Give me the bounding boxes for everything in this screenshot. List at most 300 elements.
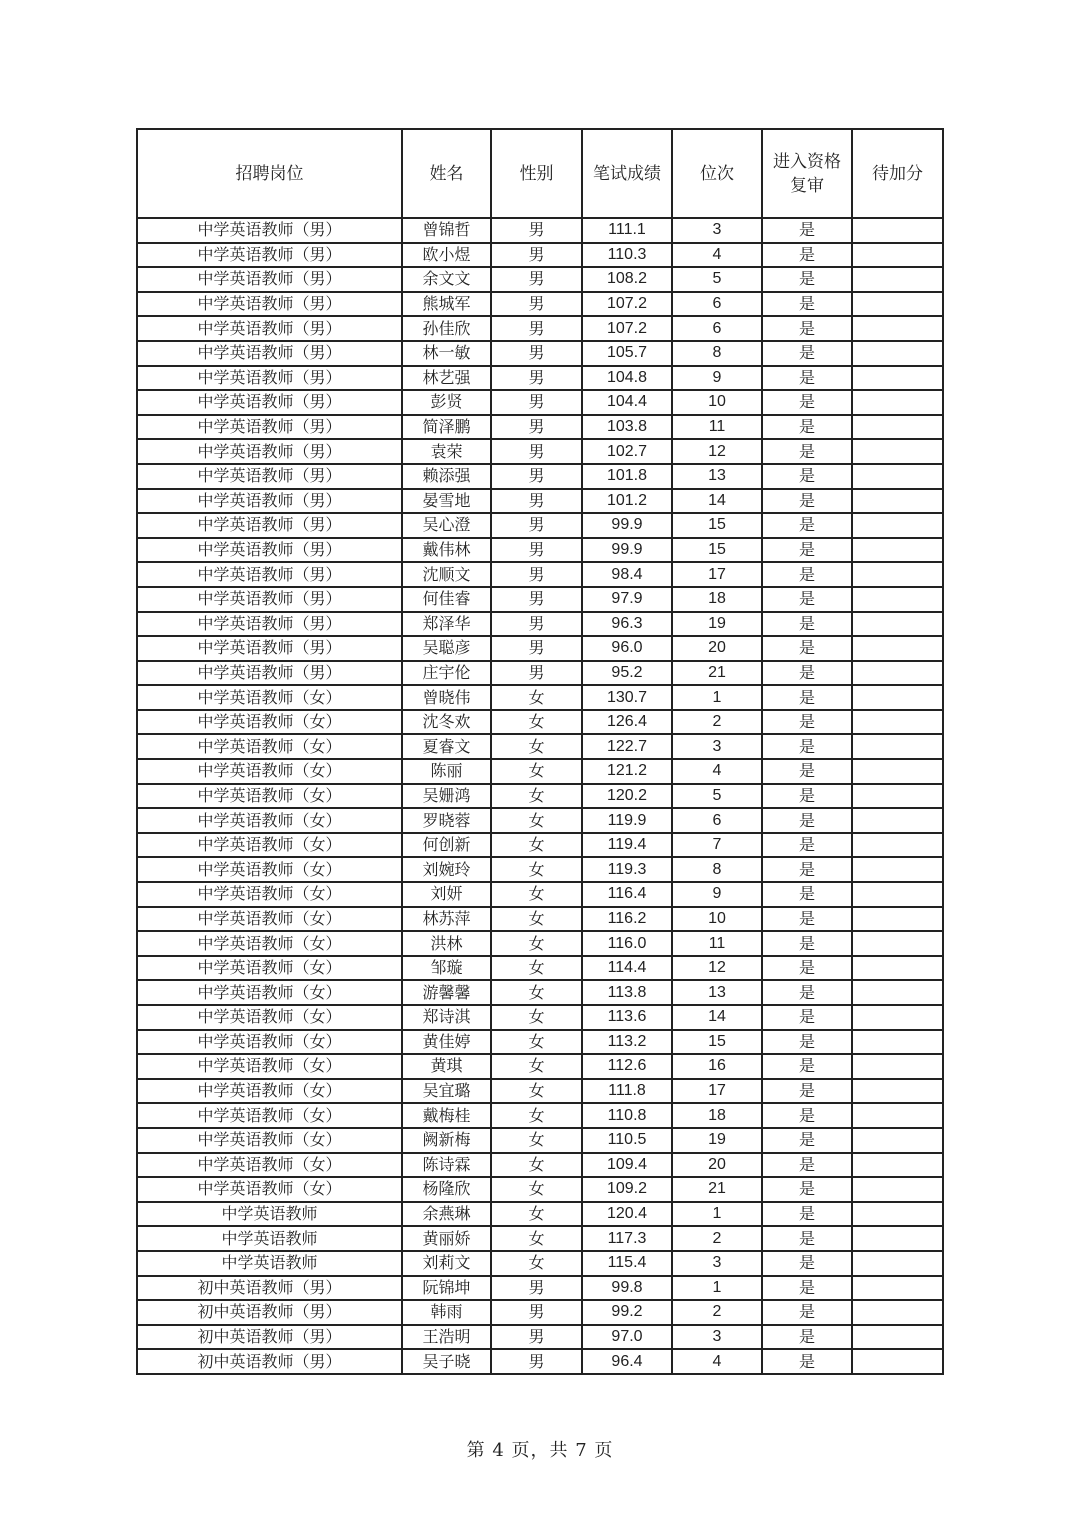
cell-gender: 男: [491, 366, 582, 391]
cell-rank: 11: [672, 415, 762, 440]
cell-position: 中学英语教师（女）: [137, 1030, 402, 1055]
table-row: [137, 784, 943, 809]
cell-score: 119.3: [582, 857, 672, 882]
table-row: [137, 1079, 943, 1104]
cell-rank: 13: [672, 980, 762, 1005]
cell-name: 黄佳婷: [402, 1030, 491, 1055]
cell-review: 是: [762, 464, 852, 489]
cell-score: 95.2: [582, 661, 672, 686]
cell-bonus: [852, 661, 943, 686]
cell-review: 是: [762, 267, 852, 292]
header-review-line2: 复审: [790, 175, 824, 196]
cell-gender: 女: [491, 882, 582, 907]
table-row: [137, 439, 943, 464]
cell-bonus: [852, 636, 943, 661]
cell-position: 中学英语教师（男）: [137, 587, 402, 612]
cell-name: 邹璇: [402, 956, 491, 981]
cell-review: 是: [762, 636, 852, 661]
table-row: [137, 1005, 943, 1030]
table-row: [137, 882, 943, 907]
cell-bonus: [852, 907, 943, 932]
table-row: [137, 464, 943, 489]
table-row: [137, 1226, 943, 1251]
cell-name: 刘莉文: [402, 1251, 491, 1276]
cell-review: 是: [762, 1325, 852, 1350]
table-row: [137, 341, 943, 366]
cell-position: 中学英语教师（男）: [137, 415, 402, 440]
cell-name: 吴姗鸿: [402, 784, 491, 809]
table-row: [137, 366, 943, 391]
cell-review: 是: [762, 907, 852, 932]
cell-bonus: [852, 366, 943, 391]
cell-rank: 2: [672, 1226, 762, 1251]
cell-gender: 男: [491, 316, 582, 341]
cell-review: 是: [762, 1202, 852, 1227]
cell-gender: 男: [491, 341, 582, 366]
cell-name: 吴宜璐: [402, 1079, 491, 1104]
cell-bonus: [852, 734, 943, 759]
header-bonus: 待加分: [852, 129, 943, 218]
cell-review: 是: [762, 489, 852, 514]
cell-review: 是: [762, 857, 852, 882]
cell-review: 是: [762, 1300, 852, 1325]
cell-position: 中学英语教师（男）: [137, 316, 402, 341]
cell-bonus: [852, 1349, 943, 1374]
cell-name: 陈丽: [402, 759, 491, 784]
table-row: [137, 661, 943, 686]
cell-position: 中学英语教师（女）: [137, 685, 402, 710]
cell-review: 是: [762, 390, 852, 415]
cell-position: 中学英语教师（男）: [137, 218, 402, 243]
cell-rank: 13: [672, 464, 762, 489]
cell-score: 104.4: [582, 390, 672, 415]
cell-name: 晏雪地: [402, 489, 491, 514]
cell-bonus: [852, 1153, 943, 1178]
cell-position: 中学英语教师（女）: [137, 1079, 402, 1104]
table-row: [137, 390, 943, 415]
cell-bonus: [852, 1103, 943, 1128]
cell-gender: 女: [491, 1030, 582, 1055]
cell-score: 111.1: [582, 218, 672, 243]
cell-name: 何佳睿: [402, 587, 491, 612]
cell-score: 102.7: [582, 439, 672, 464]
cell-bonus: [852, 316, 943, 341]
cell-gender: 女: [491, 685, 582, 710]
cell-review: 是: [762, 882, 852, 907]
cell-rank: 7: [672, 833, 762, 858]
cell-rank: 10: [672, 907, 762, 932]
cell-bonus: [852, 218, 943, 243]
cell-rank: 15: [672, 513, 762, 538]
cell-name: 阙新梅: [402, 1128, 491, 1153]
cell-score: 96.0: [582, 636, 672, 661]
cell-bonus: [852, 415, 943, 440]
cell-score: 105.7: [582, 341, 672, 366]
cell-rank: 5: [672, 784, 762, 809]
table-row: [137, 1325, 943, 1350]
cell-review: 是: [762, 1030, 852, 1055]
cell-position: 中学英语教师（女）: [137, 1005, 402, 1030]
cell-gender: 女: [491, 784, 582, 809]
cell-bonus: [852, 267, 943, 292]
cell-gender: 男: [491, 489, 582, 514]
cell-rank: 18: [672, 1103, 762, 1128]
cell-gender: 男: [491, 243, 582, 268]
cell-bonus: [852, 513, 943, 538]
cell-review: 是: [762, 1177, 852, 1202]
cell-position: 中学英语教师（男）: [137, 439, 402, 464]
cell-review: 是: [762, 980, 852, 1005]
table-body: [137, 218, 943, 1374]
cell-position: 中学英语教师（男）: [137, 292, 402, 317]
cell-rank: 15: [672, 538, 762, 563]
cell-score: 99.8: [582, 1276, 672, 1301]
cell-score: 111.8: [582, 1079, 672, 1104]
table-row: [137, 316, 943, 341]
table-row: [137, 1202, 943, 1227]
cell-name: 吴聪彦: [402, 636, 491, 661]
table-row: [137, 857, 943, 882]
cell-name: 林苏萍: [402, 907, 491, 932]
cell-gender: 男: [491, 636, 582, 661]
cell-review: 是: [762, 218, 852, 243]
cell-gender: 女: [491, 1251, 582, 1276]
cell-name: 沈冬欢: [402, 710, 491, 735]
cell-name: 阮锦坤: [402, 1276, 491, 1301]
cell-position: 中学英语教师（男）: [137, 390, 402, 415]
cell-bonus: [852, 931, 943, 956]
cell-name: 孙佳欣: [402, 316, 491, 341]
cell-bonus: [852, 1226, 943, 1251]
cell-position: 中学英语教师（女）: [137, 956, 402, 981]
results-table: [136, 128, 944, 1375]
cell-score: 113.2: [582, 1030, 672, 1055]
cell-rank: 8: [672, 857, 762, 882]
cell-review: 是: [762, 243, 852, 268]
cell-score: 121.2: [582, 759, 672, 784]
table-row: [137, 267, 943, 292]
table-row: [137, 489, 943, 514]
cell-review: 是: [762, 1128, 852, 1153]
table-row: [137, 980, 943, 1005]
cell-name: 曾晓伟: [402, 685, 491, 710]
cell-score: 119.9: [582, 808, 672, 833]
table-row: [137, 1103, 943, 1128]
cell-review: 是: [762, 415, 852, 440]
cell-score: 117.3: [582, 1226, 672, 1251]
cell-rank: 11: [672, 931, 762, 956]
cell-rank: 9: [672, 882, 762, 907]
cell-gender: 女: [491, 1079, 582, 1104]
cell-name: 郑泽华: [402, 612, 491, 637]
cell-bonus: [852, 685, 943, 710]
cell-position: 中学英语教师（女）: [137, 808, 402, 833]
cell-review: 是: [762, 366, 852, 391]
cell-review: 是: [762, 931, 852, 956]
cell-score: 98.4: [582, 562, 672, 587]
table-row: [137, 1349, 943, 1374]
cell-rank: 21: [672, 661, 762, 686]
cell-gender: 女: [491, 734, 582, 759]
cell-rank: 6: [672, 808, 762, 833]
cell-name: 洪林: [402, 931, 491, 956]
cell-position: 初中英语教师（男）: [137, 1276, 402, 1301]
cell-gender: 女: [491, 1226, 582, 1251]
cell-position: 中学英语教师（女）: [137, 980, 402, 1005]
cell-bonus: [852, 1300, 943, 1325]
cell-score: 96.3: [582, 612, 672, 637]
table-row: [137, 907, 943, 932]
cell-rank: 21: [672, 1177, 762, 1202]
cell-position: 中学英语教师（男）: [137, 513, 402, 538]
cell-rank: 15: [672, 1030, 762, 1055]
cell-name: 黄丽娇: [402, 1226, 491, 1251]
cell-score: 119.4: [582, 833, 672, 858]
cell-position: 中学英语教师（男）: [137, 464, 402, 489]
cell-name: 余文文: [402, 267, 491, 292]
cell-bonus: [852, 956, 943, 981]
table-row: [137, 1128, 943, 1153]
table-row: [137, 513, 943, 538]
cell-bonus: [852, 612, 943, 637]
table-row: [137, 1030, 943, 1055]
cell-score: 113.6: [582, 1005, 672, 1030]
cell-rank: 1: [672, 1276, 762, 1301]
cell-position: 中学英语教师（男）: [137, 366, 402, 391]
cell-score: 107.2: [582, 316, 672, 341]
cell-name: 夏睿文: [402, 734, 491, 759]
cell-score: 104.8: [582, 366, 672, 391]
cell-gender: 女: [491, 1153, 582, 1178]
cell-rank: 20: [672, 636, 762, 661]
cell-review: 是: [762, 1054, 852, 1079]
cell-rank: 16: [672, 1054, 762, 1079]
cell-name: 陈诗霖: [402, 1153, 491, 1178]
cell-position: 中学英语教师（女）: [137, 833, 402, 858]
cell-bonus: [852, 439, 943, 464]
cell-score: 120.2: [582, 784, 672, 809]
cell-position: 中学英语教师（女）: [137, 734, 402, 759]
table-row: [137, 759, 943, 784]
cell-review: 是: [762, 1079, 852, 1104]
cell-review: 是: [762, 1226, 852, 1251]
cell-bonus: [852, 243, 943, 268]
cell-position: 中学英语教师（男）: [137, 341, 402, 366]
header-review-line1: 进入资格: [773, 151, 841, 172]
table-row: [137, 1153, 943, 1178]
cell-review: 是: [762, 833, 852, 858]
cell-name: 沈顺文: [402, 562, 491, 587]
cell-gender: 男: [491, 562, 582, 587]
cell-review: 是: [762, 612, 852, 637]
cell-name: 林艺强: [402, 366, 491, 391]
cell-rank: 4: [672, 759, 762, 784]
cell-review: 是: [762, 808, 852, 833]
cell-gender: 女: [491, 1103, 582, 1128]
cell-review: 是: [762, 1349, 852, 1374]
cell-position: 中学英语教师（女）: [137, 710, 402, 735]
cell-review: 是: [762, 1153, 852, 1178]
cell-position: 中学英语教师（男）: [137, 538, 402, 563]
cell-score: 99.2: [582, 1300, 672, 1325]
cell-score: 114.4: [582, 956, 672, 981]
table-row: [137, 956, 943, 981]
cell-score: 97.9: [582, 587, 672, 612]
cell-position: 中学英语教师（女）: [137, 882, 402, 907]
cell-score: 116.4: [582, 882, 672, 907]
cell-name: 杨隆欣: [402, 1177, 491, 1202]
table-row: [137, 685, 943, 710]
table-row: [137, 243, 943, 268]
cell-position: 中学英语教师: [137, 1226, 402, 1251]
cell-name: 游馨馨: [402, 980, 491, 1005]
cell-position: 中学英语教师（女）: [137, 931, 402, 956]
cell-bonus: [852, 464, 943, 489]
table-row: [137, 587, 943, 612]
table-row: [137, 1177, 943, 1202]
cell-name: 何创新: [402, 833, 491, 858]
cell-gender: 女: [491, 1177, 582, 1202]
cell-review: 是: [762, 1251, 852, 1276]
cell-bonus: [852, 1325, 943, 1350]
header-position: 招聘岗位: [137, 129, 402, 218]
cell-score: 120.4: [582, 1202, 672, 1227]
cell-gender: 男: [491, 1349, 582, 1374]
cell-rank: 4: [672, 243, 762, 268]
cell-review: 是: [762, 513, 852, 538]
table-row: [137, 292, 943, 317]
cell-name: 熊城军: [402, 292, 491, 317]
cell-gender: 男: [491, 1325, 582, 1350]
cell-bonus: [852, 980, 943, 1005]
cell-rank: 8: [672, 341, 762, 366]
cell-review: 是: [762, 316, 852, 341]
cell-score: 96.4: [582, 1349, 672, 1374]
cell-review: 是: [762, 710, 852, 735]
table-row: [137, 415, 943, 440]
cell-gender: 男: [491, 513, 582, 538]
cell-position: 中学英语教师（女）: [137, 1153, 402, 1178]
cell-position: 中学英语教师（女）: [137, 784, 402, 809]
cell-gender: 男: [491, 1276, 582, 1301]
cell-review: 是: [762, 685, 852, 710]
cell-gender: 男: [491, 439, 582, 464]
cell-position: 中学英语教师（女）: [137, 1128, 402, 1153]
cell-bonus: [852, 341, 943, 366]
cell-gender: 男: [491, 218, 582, 243]
cell-gender: 女: [491, 956, 582, 981]
cell-review: 是: [762, 661, 852, 686]
cell-name: 欧小煜: [402, 243, 491, 268]
cell-score: 110.5: [582, 1128, 672, 1153]
cell-position: 中学英语教师（女）: [137, 857, 402, 882]
cell-gender: 女: [491, 931, 582, 956]
cell-position: 中学英语教师（男）: [137, 612, 402, 637]
cell-review: 是: [762, 562, 852, 587]
cell-rank: 17: [672, 1079, 762, 1104]
cell-score: 126.4: [582, 710, 672, 735]
cell-score: 122.7: [582, 734, 672, 759]
cell-position: 中学英语教师（男）: [137, 562, 402, 587]
cell-review: 是: [762, 292, 852, 317]
cell-bonus: [852, 1251, 943, 1276]
cell-rank: 5: [672, 267, 762, 292]
cell-review: 是: [762, 538, 852, 563]
cell-score: 113.8: [582, 980, 672, 1005]
cell-score: 99.9: [582, 513, 672, 538]
cell-rank: 3: [672, 218, 762, 243]
cell-position: 中学英语教师（男）: [137, 489, 402, 514]
cell-bonus: [852, 808, 943, 833]
cell-score: 107.2: [582, 292, 672, 317]
cell-name: 赖添强: [402, 464, 491, 489]
cell-review: 是: [762, 439, 852, 464]
cell-gender: 男: [491, 464, 582, 489]
cell-review: 是: [762, 784, 852, 809]
cell-review: 是: [762, 341, 852, 366]
cell-score: 97.0: [582, 1325, 672, 1350]
cell-name: 林一敏: [402, 341, 491, 366]
cell-bonus: [852, 1079, 943, 1104]
table-row: [137, 808, 943, 833]
cell-rank: 14: [672, 1005, 762, 1030]
table-row: [137, 1054, 943, 1079]
cell-review: 是: [762, 1103, 852, 1128]
cell-bonus: [852, 1005, 943, 1030]
cell-name: 庄宇伦: [402, 661, 491, 686]
cell-bonus: [852, 489, 943, 514]
cell-rank: 6: [672, 316, 762, 341]
header-row: [137, 129, 943, 218]
cell-score: 116.0: [582, 931, 672, 956]
cell-score: 116.2: [582, 907, 672, 932]
cell-gender: 女: [491, 1054, 582, 1079]
cell-gender: 女: [491, 808, 582, 833]
table-row: [137, 1251, 943, 1276]
cell-gender: 女: [491, 1128, 582, 1153]
cell-position: 中学英语教师: [137, 1202, 402, 1227]
cell-gender: 女: [491, 907, 582, 932]
header-rank: 位次: [672, 129, 762, 218]
cell-bonus: [852, 833, 943, 858]
cell-bonus: [852, 1030, 943, 1055]
cell-gender: 女: [491, 710, 582, 735]
cell-name: 简泽鹏: [402, 415, 491, 440]
cell-position: 中学英语教师（女）: [137, 1054, 402, 1079]
cell-rank: 2: [672, 1300, 762, 1325]
cell-bonus: [852, 390, 943, 415]
cell-rank: 12: [672, 956, 762, 981]
cell-position: 中学英语教师（男）: [137, 636, 402, 661]
cell-position: 中学英语教师（女）: [137, 1177, 402, 1202]
cell-rank: 20: [672, 1153, 762, 1178]
cell-bonus: [852, 1128, 943, 1153]
cell-bonus: [852, 784, 943, 809]
cell-review: 是: [762, 587, 852, 612]
cell-rank: 6: [672, 292, 762, 317]
cell-bonus: [852, 882, 943, 907]
table-row: [137, 1300, 943, 1325]
cell-rank: 10: [672, 390, 762, 415]
cell-review: 是: [762, 1005, 852, 1030]
cell-position: 中学英语教师（女）: [137, 759, 402, 784]
header-name: 姓名: [402, 129, 491, 218]
cell-name: 韩雨: [402, 1300, 491, 1325]
cell-gender: 男: [491, 661, 582, 686]
cell-review: 是: [762, 1276, 852, 1301]
cell-rank: 19: [672, 612, 762, 637]
cell-rank: 1: [672, 1202, 762, 1227]
